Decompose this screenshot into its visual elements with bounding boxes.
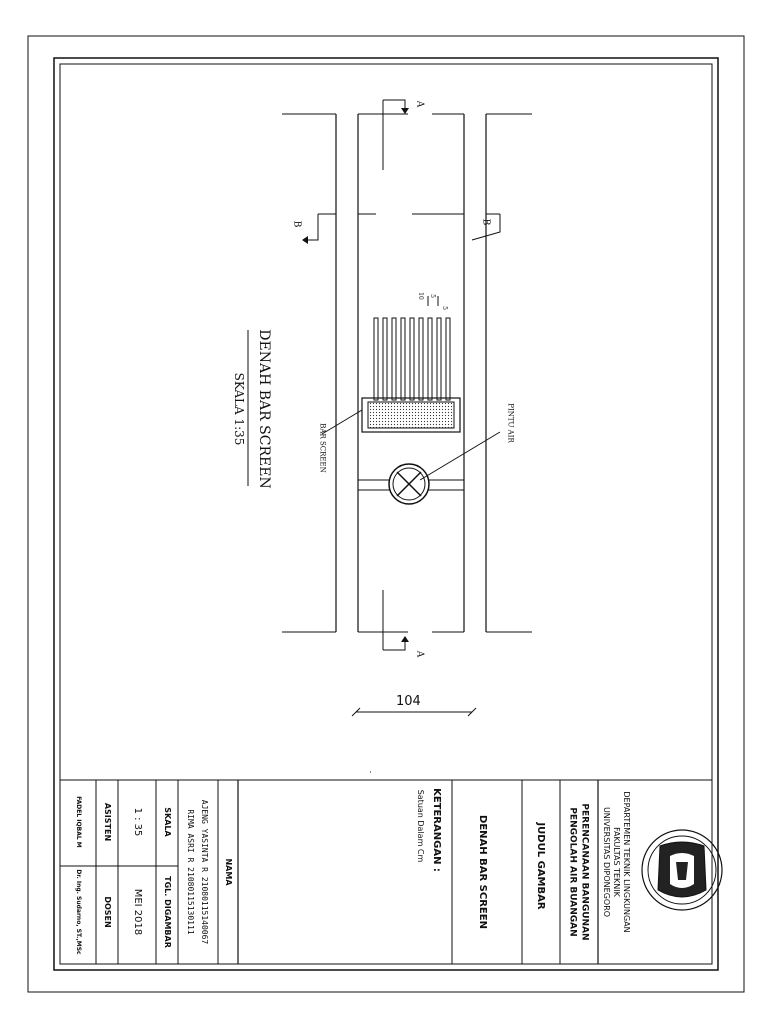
faculty-name: FAKULTAS TEKNIK (612, 827, 621, 897)
department-name: DEPARTEMEN TEKNIK LINGKUNGAN (622, 791, 631, 933)
scale-header: SKALA (163, 807, 172, 837)
pintu-air-leader (420, 432, 500, 480)
student-1: AJENG YASINTA R 21080115140067 (200, 799, 209, 945)
bar-screen-label: BAR SCREEN (318, 423, 327, 473)
assistant-name: FADEL IQBAL M (75, 796, 82, 848)
pintu-air-label: PINTU AIR (506, 403, 515, 443)
course-line-2: PENGOLAH AIR BUANGAN (567, 807, 578, 937)
lecturer-header: DOSEN (103, 896, 112, 928)
drawing-title: DENAH BAR SCREEN (477, 815, 488, 929)
lecturer-name: Dr. Ing. Sudarno, ST.,MSc (75, 869, 82, 955)
bar-dim-1: 5 (429, 294, 436, 298)
width-dimension-label: 104 (396, 694, 421, 709)
name-header: NAMA (224, 858, 233, 886)
width-dimension (352, 708, 476, 716)
date-header: TGL. DIGAMBAR (163, 876, 172, 948)
pintu-air-gate (358, 464, 464, 504)
section-b-right-label: B (480, 218, 491, 226)
bar-screen-bars (374, 318, 450, 400)
bar-dim-3: 10 (417, 292, 424, 300)
plan-title: DENAH BAR SCREEN (256, 329, 272, 489)
bar-screen-rack (368, 402, 454, 428)
notes-text: Satuan Dalam Cm (416, 789, 425, 863)
course-line-1: PERENCANAAN BANGUNAN (579, 803, 590, 941)
drawing-title-header: JUDUL GAMBAR (535, 822, 546, 910)
university-name: UNIVERSITAS DIPONEGORO (602, 806, 611, 918)
notes-header: KETERANGAN : (431, 788, 442, 872)
scale-value: 1 : 35 (132, 807, 143, 837)
page-border (28, 36, 744, 992)
assistant-header: ASISTEN (103, 802, 112, 842)
section-b-left-label: B (291, 220, 302, 228)
student-2: RIMA ASRI R 21080115130111 (186, 809, 195, 935)
university-logo (642, 830, 722, 910)
bar-screen-leader (322, 410, 362, 434)
section-a-top-label: A (414, 100, 425, 108)
channel (282, 100, 532, 650)
plan-scale: SKALA 1:35 (232, 372, 246, 446)
section-a-bottom-label: A (414, 650, 425, 658)
bar-dim-2: 5 (441, 306, 448, 310)
date-value: MEI 2018 (132, 888, 143, 936)
